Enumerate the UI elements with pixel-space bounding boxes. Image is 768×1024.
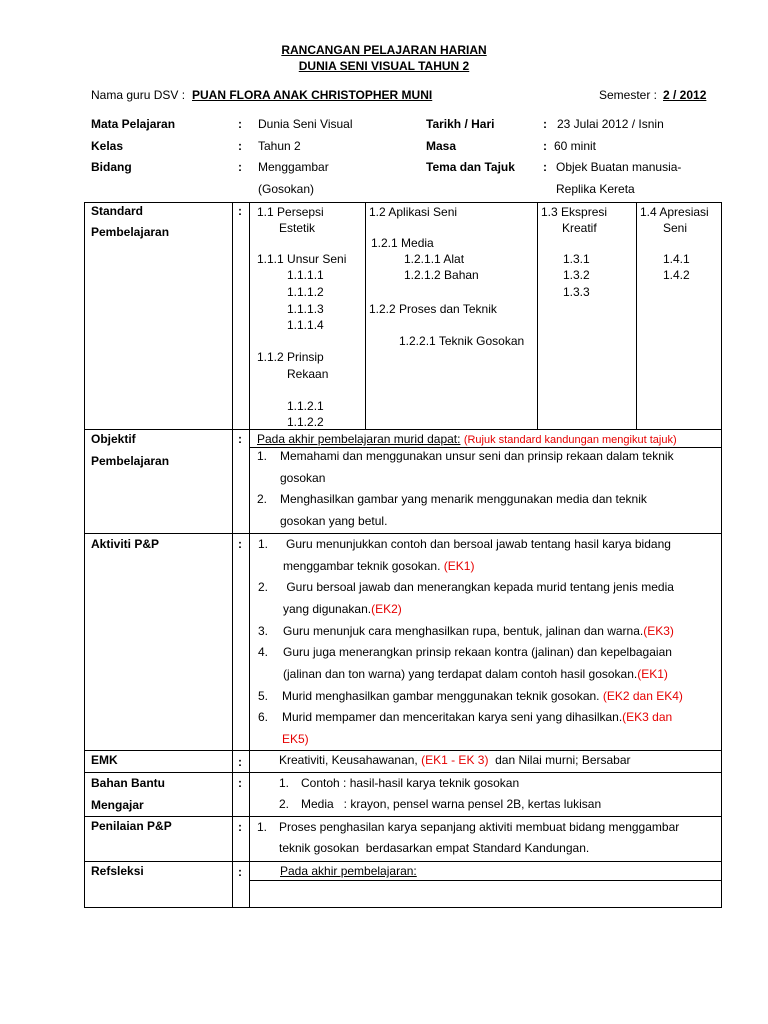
ek-tag: (EK3) — [643, 624, 674, 638]
colon: : — [543, 160, 547, 174]
teacher-label: Nama guru DSV : — [91, 88, 186, 102]
row-divider — [84, 861, 722, 862]
materials-label-2: Mengajar — [91, 798, 144, 812]
row-divider — [84, 750, 722, 751]
field-value-2: (Gosokan) — [258, 182, 315, 196]
activity-item: Murid menghasilkan gambar menggunakan teknik gosokan. — [282, 689, 600, 703]
colon: : — [238, 204, 242, 218]
std-1-4-b: Seni — [663, 221, 688, 235]
colon: : — [543, 139, 547, 153]
activity-num: 1. — [258, 537, 269, 551]
ek-tag: (EK2 dan EK4) — [602, 689, 683, 703]
materials-label: Bahan Bantu — [91, 776, 166, 790]
activity-num: 3. — [258, 624, 269, 638]
materials-num: 2. — [279, 797, 290, 811]
field-label: Bidang — [91, 160, 132, 174]
activity-item-cont: menggambar teknik gosokan. — [283, 559, 441, 573]
materials-item: Contoh : hasil-hasil karya teknik gosokan — [301, 776, 520, 790]
activity-item: Guru menunjukkan contoh dan bersoal jawab tentang hasil karya bidang — [286, 537, 671, 551]
semester-value: 2 / 2012 — [663, 88, 707, 102]
class-label: Kelas — [91, 139, 124, 153]
colon: : — [238, 537, 242, 551]
row-divider — [84, 533, 722, 534]
reflection-text: Pada akhir pembelajaran: — [280, 864, 417, 878]
materials-num: 1. — [279, 776, 290, 790]
std-item: 1.1.2.2 — [287, 415, 324, 429]
time-value: 60 minit — [554, 139, 597, 153]
colon: : — [238, 755, 242, 769]
std-1-1-2: 1.1.2 Prinsip — [257, 350, 324, 364]
std-1-1-2-b: Rekaan — [287, 367, 329, 381]
objective-item: Memahami dan menggunakan unsur seni dan prinsip rekaan dalam teknik — [280, 449, 674, 463]
std-1-1-b: Estetik — [279, 221, 316, 235]
std-item: 1.4.2 — [663, 268, 690, 282]
std-item: 1.1.1.1 — [287, 268, 324, 282]
date-value: 23 Julai 2012 / Isnin — [557, 117, 664, 131]
activity-item: Guru juga menerangkan prinsip rekaan kontra (jalinan) dan kepelbagaian — [283, 645, 672, 659]
ek-tag: (EK1 - EK 3) — [421, 753, 489, 767]
std-item: 1.3.1 — [563, 252, 590, 266]
std-item: 1.1.1.3 — [287, 302, 324, 316]
std-item: 1.1.2.1 — [287, 399, 324, 413]
std-1-3: 1.3 Ekspresi — [541, 205, 608, 219]
activity-num: 5. — [258, 689, 269, 703]
assessment-text-2: teknik gosokan berdasarkan empat Standard Kandungan. — [279, 841, 590, 855]
document-title: RANCANGAN PELAJARAN HARIAN — [281, 43, 487, 57]
objective-item: Menghasilkan gambar yang menarik menggunakan media dan teknik — [280, 492, 647, 506]
date-label: Tarikh / Hari — [426, 117, 495, 131]
row-divider — [84, 429, 722, 430]
field-value: Menggambar — [258, 160, 329, 174]
std-1-2-1-2: 1.2.1.2 Bahan — [404, 268, 479, 282]
row-divider — [249, 447, 722, 448]
document-subtitle: DUNIA SENI VISUAL TAHUN 2 — [298, 59, 470, 73]
std-item: 1.3.2 — [563, 268, 590, 282]
std-1-2: 1.2 Aplikasi Seni — [369, 205, 458, 219]
colon: : — [238, 160, 242, 174]
activity-label: Aktiviti P&P — [91, 537, 160, 551]
activity-item: Guru menunjuk cara menghasilkan rupa, bentuk, jalinan dan warna. — [283, 624, 644, 638]
ek-tag: (EK2) — [371, 602, 402, 616]
activity-num: 6. — [258, 710, 269, 724]
theme-value: Objek Buatan manusia- — [556, 160, 682, 174]
std-item: 1.3.3 — [563, 285, 590, 299]
objective-num: 1. — [257, 449, 268, 463]
ek-tag: (EK1) — [443, 559, 475, 573]
objective-note: (Rujuk standard kandungan mengikut tajuk) — [463, 434, 677, 446]
row-divider — [84, 772, 722, 773]
colon: : — [238, 432, 242, 446]
class-value: Tahun 2 — [258, 139, 301, 153]
std-1-2-2-1: 1.2.2.1 Teknik Gosokan — [399, 334, 525, 348]
teacher-name: PUAN FLORA ANAK CHRISTOPHER MUNI — [192, 88, 433, 102]
std-item: 1.1.1.4 — [287, 318, 324, 332]
colon: : — [238, 820, 242, 834]
subject-value: Dunia Seni Visual — [258, 117, 353, 131]
objective-item-cont: gosokan — [280, 471, 326, 485]
divider — [537, 202, 538, 429]
std-1-1-1: 1.1.1 Unsur Seni — [257, 252, 347, 266]
divider — [636, 202, 637, 429]
std-item: 1.4.1 — [663, 252, 690, 266]
time-label: Masa — [426, 139, 457, 153]
std-1-2-1-1: 1.2.1.1 Alat — [404, 252, 465, 266]
emk-text: Kreativiti, Keusahawanan, — [279, 753, 418, 767]
activity-num: 2. — [258, 580, 269, 594]
objective-item-cont: gosokan yang betul. — [280, 514, 388, 528]
divider — [232, 202, 233, 908]
std-1-4: 1.4 Apresiasi — [640, 205, 709, 219]
assessment-text: Proses penghasilan karya sepanjang aktiviti membuat bidang menggambar — [279, 820, 680, 834]
semester-label: Semester : — [599, 88, 658, 102]
std-1-2-2: 1.2.2 Proses dan Teknik — [369, 302, 497, 316]
activity-item: Guru bersoal jawab dan menerangkan kepada murid tentang jenis media — [283, 580, 674, 594]
colon: : — [238, 117, 242, 131]
objective-label-2: Pembelajaran — [91, 454, 170, 468]
objective-label: Objektif — [91, 432, 136, 446]
theme-label: Tema dan Tajuk — [426, 160, 515, 174]
theme-value-2: Replika Kereta — [556, 182, 635, 196]
std-item: 1.1.1.2 — [287, 285, 324, 299]
colon: : — [238, 865, 242, 879]
ek-tag-cont: EK5) — [282, 732, 309, 746]
std-1-2-1: 1.2.1 Media — [371, 236, 434, 250]
reflection-label: Refsleksi — [91, 864, 144, 878]
divider — [249, 202, 250, 908]
ek-tag: (EK1) — [637, 667, 668, 681]
ek-tag: (EK3 dan — [622, 710, 673, 724]
activity-item: Murid mempamer dan menceritakan karya seni yang dihasilkan. — [282, 710, 623, 724]
standard-label-2: Pembelajaran — [91, 225, 170, 239]
subject-label: Mata Pelajaran — [91, 117, 176, 131]
activity-item-cont: yang digunakan. — [283, 602, 372, 616]
assessment-num: 1. — [257, 820, 268, 834]
activity-num: 4. — [258, 645, 269, 659]
colon: : — [238, 776, 242, 790]
row-divider — [84, 816, 722, 817]
objective-intro: Pada akhir pembelajaran murid dapat: — [257, 432, 461, 446]
colon: : — [543, 117, 547, 131]
emk-label: EMK — [91, 753, 118, 767]
materials-item: Media : krayon, pensel warna pensel 2B, kertas lukisan — [301, 797, 602, 811]
std-1-1: 1.1 Persepsi — [257, 205, 324, 219]
objective-num: 2. — [257, 492, 268, 506]
emk-text-2: dan Nilai murni; Bersabar — [488, 753, 631, 767]
assessment-label: Penilaian P&P — [91, 819, 172, 833]
std-1-3-b: Kreatif — [562, 221, 597, 235]
colon: : — [238, 139, 242, 153]
divider — [365, 202, 366, 429]
standard-label: Standard — [91, 204, 144, 218]
row-divider — [249, 880, 722, 881]
activity-item-cont: (jalinan dan ton warna) yang terdapat dalam contoh hasil gosokan. — [283, 667, 638, 681]
